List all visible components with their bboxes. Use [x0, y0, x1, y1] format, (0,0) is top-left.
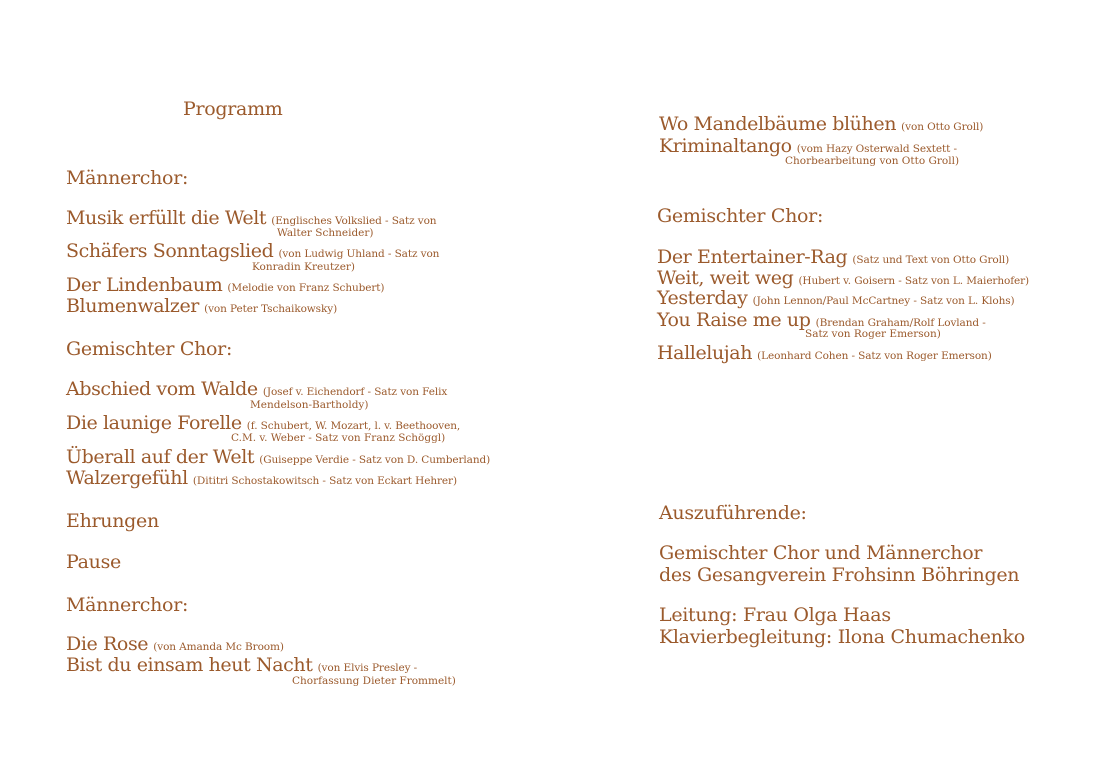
song-title: Weit, weit weg [657, 267, 794, 289]
performers-heading: Auszuführende: [659, 502, 807, 524]
program-item [66, 469, 457, 488]
program-item [66, 380, 447, 399]
song-note: (von Amanda Mc Broom) [153, 641, 284, 653]
song-note: (Leonhard Cohen - Satz von Roger Emerson) [757, 350, 992, 362]
section-ehrungen: Ehrungen [66, 510, 159, 532]
performers-line-2: des Gesangverein Frohsinn Böhringen [659, 564, 1020, 586]
song-note: (von Peter Tschaikowsky) [204, 303, 338, 315]
song-title: Schäfers Sonntagslied [66, 240, 274, 262]
program-item [66, 414, 460, 433]
song-note: (vom Hazy Osterwald Sextett - [796, 143, 957, 155]
program-item [66, 448, 490, 467]
program-item [657, 289, 1015, 308]
song-note: (Melodie von Franz Schubert) [227, 282, 385, 294]
program-item [66, 242, 439, 261]
song-title: Der Entertainer-Rag [657, 246, 848, 268]
song-note-continued: Mendelson-Bartholdy) [250, 399, 369, 411]
song-title: Abschied vom Walde [66, 378, 258, 400]
program-item [659, 115, 983, 134]
program-item [66, 276, 384, 295]
song-note: (Hubert v. Goisern - Satz von L. Maierhofer) [798, 275, 1030, 287]
song-title: You Raise me up [657, 309, 811, 331]
song-title: Hallelujah [657, 342, 753, 364]
program-item [657, 248, 1009, 267]
song-note: (John Lennon/Paul McCartney - Satz von L. Klohs) [752, 295, 1015, 307]
song-title: Wo Mandelbäume blühen [659, 113, 897, 135]
program-item [66, 635, 284, 654]
song-note-continued: C.M. v. Weber - Satz von Franz Schöggl) [231, 432, 446, 444]
song-note-continued: Chorfassung Dieter Frommelt) [292, 675, 456, 687]
program-title: Programm [183, 98, 283, 120]
section-heading-maennerchor-1: Männerchor: [66, 167, 189, 189]
song-note: (von Elvis Presley - [317, 662, 418, 674]
song-note: (Guiseppe Verdie - Satz von D. Cumberland) [259, 454, 491, 466]
song-title: Die launige Forelle [66, 412, 242, 434]
song-note: (Satz und Text von Otto Groll) [852, 254, 1010, 266]
song-title: Musik erfüllt die Welt [66, 207, 267, 229]
song-title: Walzergefühl [66, 467, 188, 489]
section-heading-maennerchor-2: Männerchor: [66, 594, 189, 616]
section-heading-gemischter-chor-1: Gemischter Chor: [66, 338, 233, 360]
conductor: Leitung: Frau Olga Haas [659, 604, 891, 626]
song-note: (Englisches Volkslied - Satz von [271, 215, 437, 227]
song-note: (von Ludwig Uhland - Satz von [278, 248, 440, 260]
program-item [66, 656, 417, 675]
song-note: (Brendan Graham/Rolf Lovland - [815, 317, 986, 329]
song-note-continued: Konradin Kreutzer) [252, 261, 356, 273]
program-item [657, 269, 1029, 288]
song-note: (Josef v. Eichendorf - Satz von Felix [262, 386, 448, 398]
piano-accompaniment: Klavierbegleitung: Ilona Chumachenko [659, 626, 1025, 648]
song-note: (f. Schubert, W. Mozart, l. v. Beethooven, [246, 420, 461, 432]
section-pause: Pause [66, 551, 121, 573]
song-title: Die Rose [66, 633, 149, 655]
program-item [657, 344, 992, 363]
song-title: Kriminaltango [659, 135, 792, 157]
program-item [66, 209, 436, 228]
performers-line-1: Gemischter Chor und Männerchor [659, 542, 983, 564]
song-note-continued: Chorbearbeitung von Otto Groll) [785, 155, 960, 167]
song-title: Bist du einsam heut Nacht [66, 654, 313, 676]
song-title: Yesterday [657, 287, 748, 309]
song-note-continued: Walter Schneider) [277, 227, 374, 239]
song-note: (von Otto Groll) [901, 121, 984, 133]
program-item [66, 297, 337, 316]
song-title: Überall auf der Welt [66, 446, 255, 468]
song-title: Der Lindenbaum [66, 274, 223, 296]
song-note-continued: Satz von Roger Emerson) [805, 328, 941, 340]
program-item [659, 137, 957, 156]
song-title: Blumenwalzer [66, 295, 199, 317]
song-note: (Dititri Schostakowitsch - Satz von Eckart Hehrer) [192, 475, 457, 487]
section-heading-gemischter-chor-2: Gemischter Chor: [657, 205, 824, 227]
